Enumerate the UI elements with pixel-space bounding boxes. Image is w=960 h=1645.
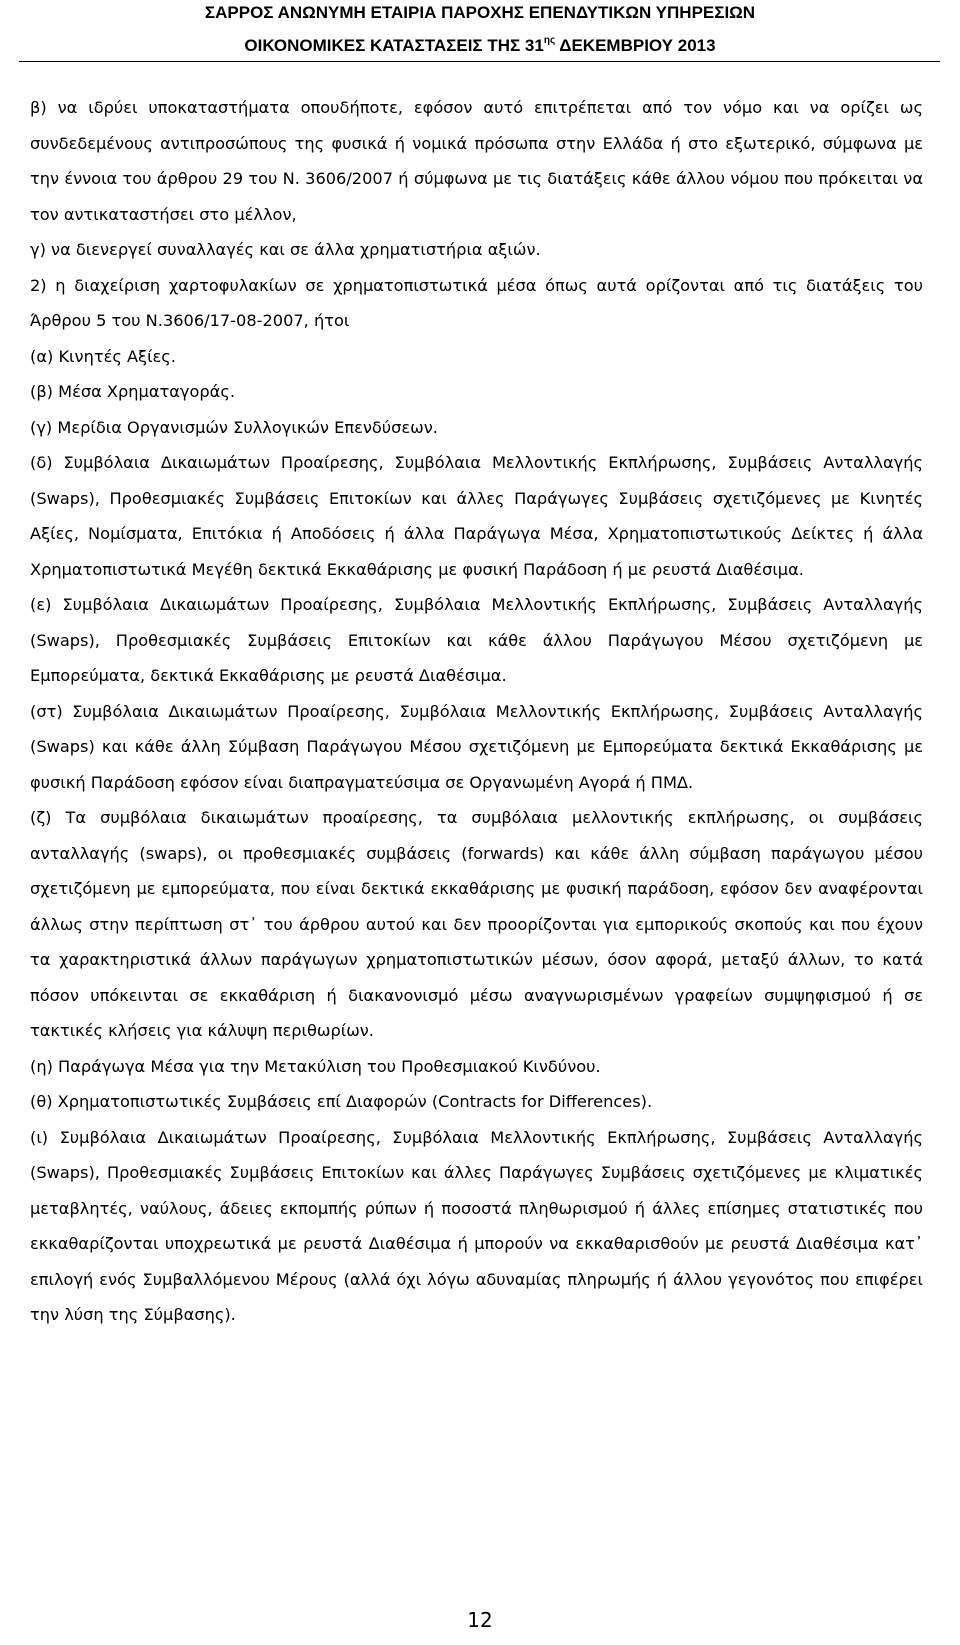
company-name: ΣΑΡΡΟΣ ΑΝΩΝΥΜΗ ΕΤΑΙΡΙΑ ΠΑΡΟΧΗΣ ΕΠΕΝΔΥΤΙΚΩΝ ΥΠΗΡΕΣΙΩΝ: [204, 3, 756, 22]
list-item-iota: (ι) Συμβόλαια Δικαιωμάτων Προαίρεσης, Συμβόλαια Μελλοντικής Εκπλήρωσης, Συμβάσεις Ανταλλαγής (Swaps), Προθεσμιακές Συμβάσεις Επιτοκίων και άλλες Παράγωγες Συμβάσεις σχετιζόμενες με κλιματικές μεταβλητές, ναύλους, άδειες εκπομπής ρύπων ή ποσοστά πληθωρισμού ή άλλες επίσημες στατιστικές που εκκαθαρίζονται υποχρεωτικά με ρευστά Διαθέσιμα ή μπορούν να εκκαθαρισθούν με ρευστά Διαθέσιμα κατ᾽ επιλογή ενός Συμβαλλόμενου Μέρους (αλλά όχι λόγω αδυναμίας πληρωμής ή άλλου γεγονότος που επιφέρει την λύση της Σύμβασης).: [30, 1127, 923, 1324]
list-item-b: (β) Μέσα Χρηματαγοράς.: [30, 382, 235, 401]
list-item-c: (γ) Μερίδια Οργανισμών Συλλογικών Επενδύσεων.: [30, 417, 438, 437]
statement-title: [0, 30, 960, 57]
list-item-i: (η) Παράγωγα Μέσα για την Μετακύλιση του Προθεσμιακού Κινδύνου.: [30, 1056, 601, 1076]
header-rule: [19, 61, 940, 62]
list-item-e: (ε) Συμβόλαια Δικαιωμάτων Προαίρεσης, Συμβόλαια Μελλοντικής Εκπλήρωσης, Συμβάσεις Ανταλλαγής (Swaps), Προθεσμιακές Συμβάσεις Επιτοκίων και κάθε άλλου Παράγωγου Μέσου σχετιζόμενη με Εμπορεύματα, δεκτικά Εκκαθάρισης με ρευστά Διαθέσιμα.: [30, 595, 923, 685]
list-item-d: (δ) Συμβόλαια Δικαιωμάτων Προαίρεσης, Συμβόλαια Μελλοντικής Εκπλήρωσης, Συμβάσεις Ανταλλαγής (Swaps), Προθεσμιακές Συμβάσεις Επιτοκίων και άλλες Παράγωγες Συμβάσεις σχετιζόμενες με Κινητές Αξίες, Νομίσματα, Επιτόκια ή Αποδόσεις ή άλλα Παράγωγα Μέσα, Χρηματοπιστωτικούς Δείκτες ή άλλα Χρηματοπιστωτικά Μεγέθη δεκτικά Εκκαθάρισης με φυσική Παράδοση ή με ρευστά Διαθέσιμα.: [30, 453, 923, 579]
paragraph-b: β) να ιδρύει υποκαταστήματα οπουδήποτε, εφόσον αυτό επιτρέπεται από τον νόμο και να ορίζει ως συνδεδεμένους αντιπροσώπους της φυσικά ή νομικά πρόσωπα στην Ελλάδα ή στο εξωτερικό, σύμφωνα με την έννοια του άρθρου 29 του Ν. 3606/2007 ή σύμφωνα με τις διατάξεις κάθε άλλου νόμου που πρόκειται να τον αντικαταστήσει στο μέλλον,: [30, 98, 923, 224]
page-number: 12: [467, 1608, 493, 1632]
list-item-z: (ζ) Τα συμβόλαια δικαιωμάτων προαίρεσης, τα συμβόλαια μελλοντικής εκπλήρωσης, οι συμβάσεις ανταλλαγής (swaps), οι προθεσμιακές συμβάσεις (forwards) και κάθε άλλη σύμβαση παράγωγου μέσου σχετιζόμενη με εμπορεύματα, που είναι δεκτικά εκκαθάρισης με φυσική παράδοση, εφόσον δεν αναφέρονται άλλως στην περίπτωση στ᾽ του άρθρου αυτού και δεν προορίζονται για εμπορικούς σκοπούς και που έχουν τα χαρακτηριστικά άλλων παράγωγων χρηματοπιστωτικών μέσων, όσον αφορά, μεταξύ άλλων, το κατά πόσον υπόκεινται σε εκκαθάριση ή διακανονισμό μέσω αναγνωρισμένων γραφείων συμψηφισμού ή σε τακτικές κλήσεις για κάλυψη περιθωρίων.: [30, 808, 923, 1040]
list-item-th: (θ) Χρηματοπιστωτικές Συμβάσεις επί Διαφορών (Contracts for Differences).: [30, 1092, 653, 1111]
list-item-a: (α) Κινητές Αξίες.: [30, 346, 176, 366]
list-item-st: (στ) Συμβόλαια Δικαιωμάτων Προαίρεσης, Συμβόλαια Μελλοντικής Εκπλήρωσης, Συμβάσεις Ανταλλαγής (Swaps) και κάθε άλλη Σύμβαση Παράγωγου Μέσου σχετιζόμενη με Εμπορεύματα δεκτικά Εκκαθάρισης με φυσική Παράδοση εφόσον είναι διαπραγματεύσιμα σε Οργανωμένη Αγορά ή ΠΜΔ.: [30, 701, 923, 792]
paragraph-2: 2) η διαχείριση χαρτοφυλακίων σε χρηματοπιστωτικά μέσα όπως αυτά ορίζονται από τις διατάξεις του Άρθρου 5 του Ν.3606/17-08-2007, ήτοι: [30, 275, 923, 330]
paragraph-c: γ) να διενεργεί συναλλαγές και σε άλλα χρηματιστήρια αξιών.: [30, 240, 541, 259]
statement-title-date: ΔΕΚΕΜΒΡΙΟΥ 2013: [555, 36, 716, 55]
ordinal-suffix: ης: [543, 35, 556, 46]
statement-title-main: ΟΙΚΟΝΟΜΙΚΕΣ ΚΑΤΑΣΤΑΣΕΙΣ ΤΗΣ 31: [244, 36, 544, 55]
document-body: [30, 90, 923, 1333]
